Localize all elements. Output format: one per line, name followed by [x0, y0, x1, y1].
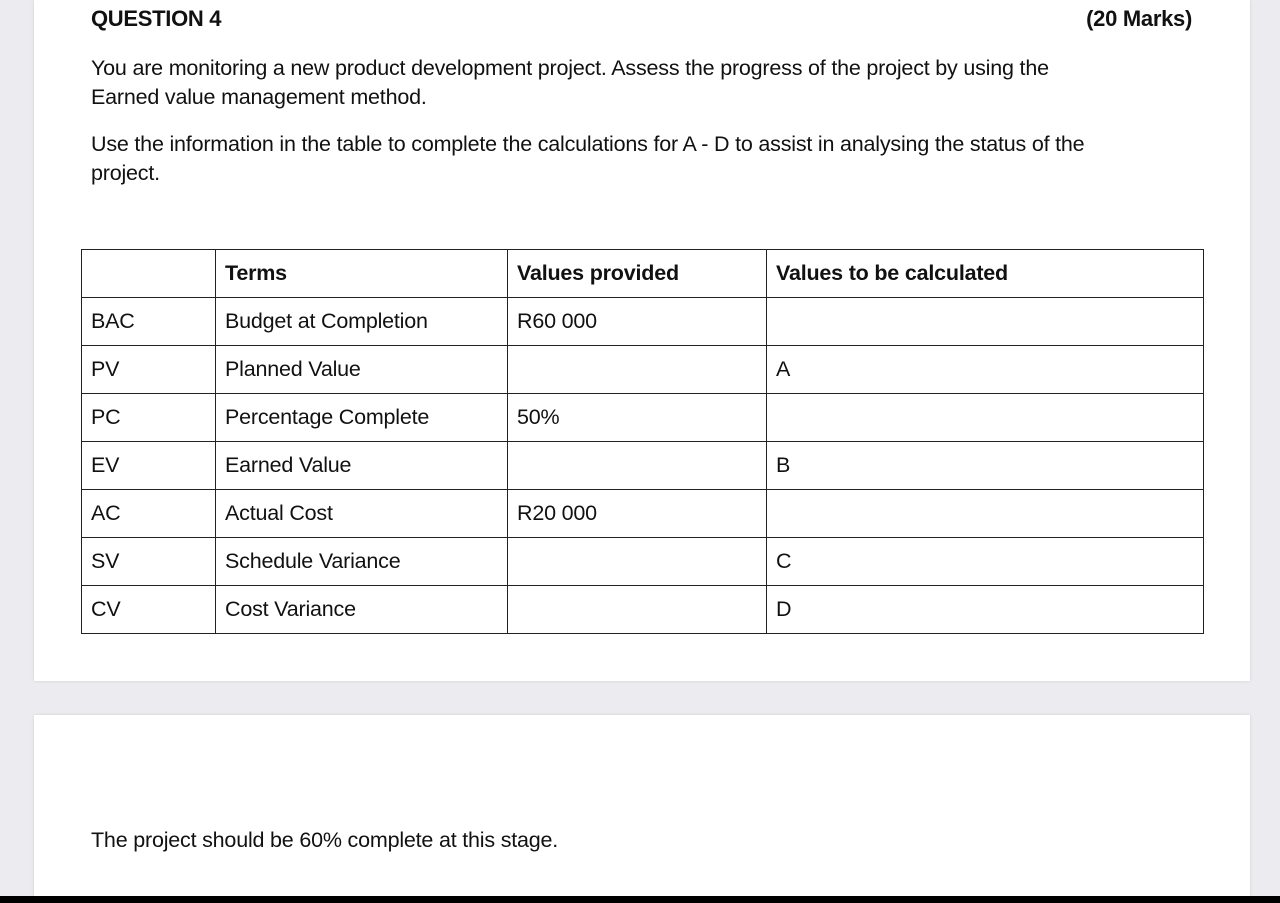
bottom-edge-bar [0, 896, 1280, 903]
cell-abbreviation: AC [82, 490, 216, 538]
cell-term: Actual Cost [216, 490, 508, 538]
cell-term: Budget at Completion [216, 298, 508, 346]
cell-provided [508, 538, 767, 586]
cell-abbreviation: EV [82, 442, 216, 490]
cell-abbreviation: PC [82, 394, 216, 442]
table-row [82, 586, 1204, 634]
header-terms: Terms [216, 250, 508, 298]
header-values-to-calculate: Values to be calculated [767, 250, 1204, 298]
cell-term: Schedule Variance [216, 538, 508, 586]
table-row [82, 394, 1204, 442]
cell-calculated [767, 490, 1204, 538]
page2-text: The project should be 60% complete at this stage. [91, 828, 559, 852]
question-marks: (20 Marks) [1086, 6, 1192, 31]
table-header-row [82, 250, 1204, 298]
document-page-2 [34, 715, 1250, 903]
earned-value-table [81, 249, 1204, 634]
question-paragraph-1: You are monitoring a new product development project. Assess the progress of the project by using the Earned value management method. [91, 56, 1049, 109]
cell-calculated [767, 298, 1204, 346]
cell-term: Percentage Complete [216, 394, 508, 442]
table-row [82, 442, 1204, 490]
cell-provided: R60 000 [508, 298, 767, 346]
header-abbreviation [82, 250, 216, 298]
table-row [82, 490, 1204, 538]
cell-provided: 50% [508, 394, 767, 442]
cell-provided [508, 346, 767, 394]
table-row [82, 298, 1204, 346]
cell-term: Earned Value [216, 442, 508, 490]
cell-calculated [767, 394, 1204, 442]
cell-calculated: A [767, 346, 1204, 394]
cell-abbreviation: CV [82, 586, 216, 634]
document-page-1 [34, 0, 1250, 681]
cell-term: Planned Value [216, 346, 508, 394]
question-title: QUESTION 4 [91, 6, 222, 31]
cell-provided: R20 000 [508, 490, 767, 538]
cell-term: Cost Variance [216, 586, 508, 634]
cell-abbreviation: BAC [82, 298, 216, 346]
cell-abbreviation: SV [82, 538, 216, 586]
table-row [82, 538, 1204, 586]
table-row [82, 346, 1204, 394]
cell-calculated: D [767, 586, 1204, 634]
cell-abbreviation: PV [82, 346, 216, 394]
question-paragraph-2: Use the information in the table to complete the calculations for A - D to assist in analysing the status of the project. [91, 132, 1085, 185]
cell-provided [508, 442, 767, 490]
header-values-provided: Values provided [508, 250, 767, 298]
cell-calculated: B [767, 442, 1204, 490]
cell-calculated: C [767, 538, 1204, 586]
cell-provided [508, 586, 767, 634]
